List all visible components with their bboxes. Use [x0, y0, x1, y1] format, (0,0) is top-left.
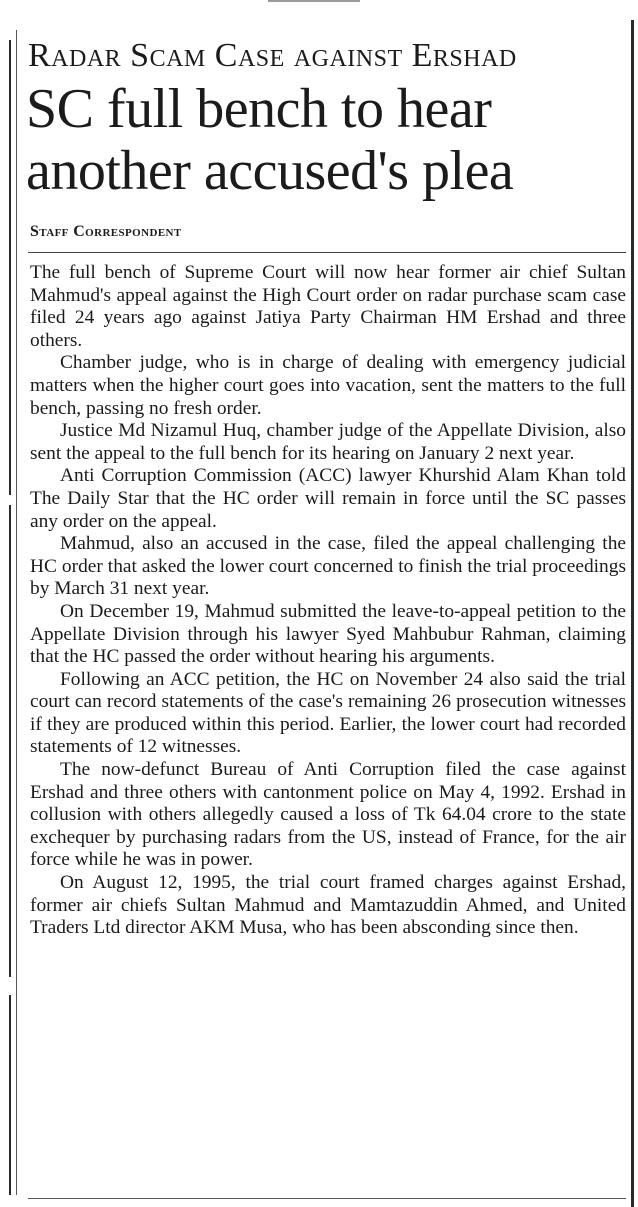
column-divider-left — [9, 40, 11, 495]
column-divider-left — [9, 995, 11, 1195]
article-paragraph: On December 19, Mahmud submitted the leave-to-appeal petition to the Appellate Division through his lawyer Syed Mahbubur Rahman, claiming that the HC passed the order without hearing his arguments. — [30, 600, 626, 668]
bottom-divider — [28, 1198, 626, 1199]
article-paragraph: The full bench of Supreme Court will now hear former air chief Sultan Mahmud's appeal against the High Court order on radar purchase scam case filed 24 years ago against Jatiya Party Chairman HM Ershad and three others. — [30, 262, 626, 351]
article-paragraph: Mahmud, also an accused in the case, filed the appeal challenging the HC order that asked the lower court concerned to finish the trial proceedings by March 31 next year. — [30, 533, 626, 600]
article-headline: SC full bench to hear another accused's plea — [26, 78, 514, 202]
article-paragraph: The now-defunct Bureau of Anti Corruption filed the case against Ershad and three others with cantonment police on May 4, 1992. Ershad in collusion with others allegedly caused a loss of Tk 64.04 crore to the state exchequer by purchasing radars from the US, instead of France, for the air force while he was in power. — [30, 759, 626, 871]
column-divider-right — [631, 20, 634, 1207]
article-paragraph: Anti Corruption Commission (ACC) lawyer Khurshid Alam Khan told The Daily Star that the HC order will remain in force until the SC passes any order on the appeal. — [30, 465, 626, 532]
top-edge-mark — [268, 0, 360, 2]
article-paragraph: Justice Md Nizamul Huq, chamber judge of the Appellate Division, also sent the appeal to the full bench for its hearing on January 2 next year. — [30, 420, 626, 464]
article-body — [30, 262, 626, 940]
article-kicker: Radar Scam Case against Ershad — [28, 37, 517, 74]
article-byline: Staff Correspondent — [30, 223, 182, 240]
byline-divider — [28, 252, 626, 253]
article-paragraph: Following an ACC petition, the HC on November 24 also said the trial court can record statements of the case's remaining 26 prosecution witnesses if they are produced within this period. Earlier, the lower court had recorded statements of 12 witnesses. — [30, 668, 626, 758]
article-paragraph: Chamber judge, who is in charge of dealing with emergency judicial matters when the higher court goes into vacation, sent the matters to the full bench, passing no fresh order. — [30, 352, 626, 419]
column-divider-left — [9, 505, 11, 977]
article-paragraph: On August 12, 1995, the trial court framed charges against Ershad, former air chiefs Sultan Mahmud and Mamtazuddin Ahmed, and United Traders Ltd director AKM Musa, who has been absconding since then. — [30, 872, 626, 939]
column-divider-inner — [16, 30, 17, 1195]
